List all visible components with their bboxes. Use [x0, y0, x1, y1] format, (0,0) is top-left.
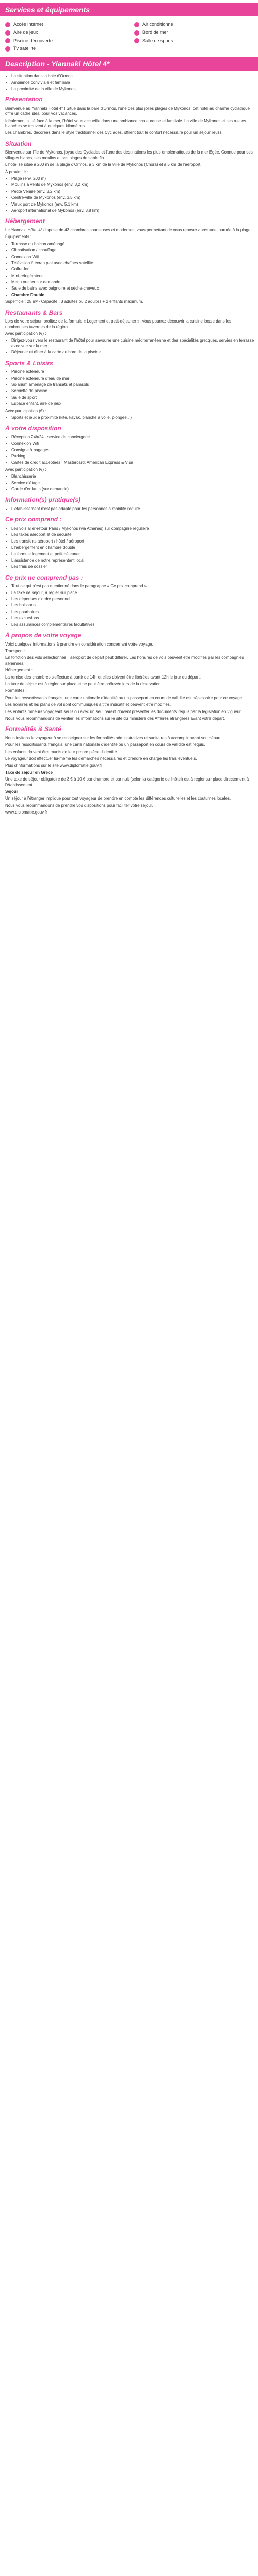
paragraph: Hébergement : — [5, 668, 33, 673]
paragraph: Les chambres, décorées dans le style traditionnel des Cyclades, offrent tout le confort nécessaire pour un séjour réussi. — [5, 130, 224, 135]
list-item: • Moulins à vents de Mykonos (env. 3,2 km) — [11, 182, 258, 188]
disposition-list — [0, 435, 258, 466]
list-item: • Les taxes aéroport et de sécurité — [11, 532, 258, 537]
service-label: Bord de mer — [142, 29, 168, 35]
service-item — [134, 38, 253, 44]
list-item: • Petite Venise (env. 3,2 km) — [11, 189, 258, 194]
paragraph: Nous vous recommandons de vérifier les informations sur le site du ministère des Affaires étrangères avant votre départ. — [5, 716, 225, 721]
list-item: • Tout ce qui n'est pas mentionné dans le paragraphe « Ce prix comprend » — [11, 584, 258, 589]
list-item: • L'établissement n'est pas adapté pour les personnes à mobilité réduite. — [11, 506, 258, 512]
presentation-body — [0, 106, 258, 136]
tv-icon — [5, 46, 10, 52]
equipment-list — [0, 242, 258, 292]
propos-body — [0, 642, 258, 722]
list-item: • La situation dans la baie d'Ormos — [11, 74, 258, 79]
service-label: Aire de jeux — [13, 29, 38, 35]
wave-icon — [134, 30, 139, 36]
prix-ne-comprend-title: Ce prix ne comprend pas : — [5, 573, 83, 581]
list-item: • Aéroport international de Mykonos (env. 3,8 km) — [11, 208, 258, 213]
list-item: • Piscine extérieure d'eau de mer — [11, 376, 258, 381]
list-item: • La taxe de séjour, à régler sur place — [11, 590, 258, 596]
list-item: • Les boissons — [11, 603, 258, 608]
propos-title: À propos de votre voyage — [5, 632, 82, 639]
paragraph: Un séjour à l'étranger implique pour tout voyageur de prendre en compte les différences culturelles et les coutumes locales. — [5, 796, 231, 801]
service-label: Accès Internet — [13, 22, 43, 27]
equipment-title: Équipements : — [5, 234, 32, 240]
service-item — [134, 22, 253, 28]
list-item: • Coffre-fort — [11, 267, 258, 272]
taxe-note: Une taxe de séjour obligatoire de 3 € à 10 € par chambre et par nuit (selon la catégorie de l'hôtel) est à régler sur place directement à l'établissement. — [5, 777, 249, 787]
restaurants-avec-title: Avec participation (€) : — [5, 331, 46, 336]
presentation-title: Présentation — [5, 96, 43, 104]
sante-title: Formalités & Santé — [5, 725, 61, 733]
paragraph: Les horaires et les plans de vol sont communiqués à titre indicatif et peuvent être modifiés. — [5, 702, 171, 707]
sports-title: Sports & Loisirs — [5, 359, 53, 367]
paragraph: Plus d'informations sur le site www.diplomatie.gouv.fr — [5, 763, 102, 768]
list-item: • Salle de sport — [11, 395, 258, 400]
room-title: • Chambre Double — [11, 293, 258, 298]
list-item: • Blanchisserie — [11, 474, 258, 479]
list-item: • La proximité de la ville de Mykonos — [11, 87, 258, 92]
list-item: • Solarium aménagé de transats et parasols — [11, 382, 258, 387]
prix-comprend-title: Ce prix comprend : — [5, 516, 62, 523]
service-item — [134, 30, 253, 36]
paragraph: www.diplomatie.gouv.fr — [5, 810, 47, 815]
service-label: Salle de sports — [142, 38, 173, 43]
paragraph: Nous vous recommandons de prendre vos dispositions pour faciliter votre séjour. — [5, 803, 153, 808]
list-item: • Dirigez-vous vers le restaurant de l'hôtel pour savourer une cuisine méditerranéenne et des spécialités grecques, servies en terrasse avec vue sur la mer. — [11, 338, 258, 349]
proximity-list — [0, 176, 258, 213]
proximity-title: À proximité : — [5, 169, 28, 174]
description-header: Description - Yiannaki Hôtel 4* — [0, 57, 258, 71]
list-item: • Cartes de crédit acceptées : Mastercard, American Express & Visa — [11, 460, 258, 465]
playground-icon — [5, 30, 10, 36]
list-item: • Les dépenses d'ordre personnel — [11, 597, 258, 602]
paragraph: La taxe de séjour est à régler sur place et ne peut être prélevée lors de la réservation. — [5, 681, 162, 686]
room-description: Superficie : 25 m² - Capacité : 3 adultes ou 2 adultes + 2 enfants maximum. — [5, 299, 143, 304]
snowflake-icon — [134, 22, 139, 27]
list-item: • Serviette de piscine — [11, 388, 258, 394]
list-item: • Les frais de dossier — [11, 564, 258, 569]
list-item: • Connexion Wifi — [11, 255, 258, 260]
list-item: • Réception 24h/24 - service de conciergerie — [11, 435, 258, 440]
paragraph: L'hôtel se situe à 200 m de la plage d'Ormos, à 3 km de la ville de Mykonos (Chora) et à 5 km de l'aéroport. — [5, 162, 202, 167]
service-item — [5, 38, 124, 44]
information-list — [0, 506, 258, 512]
paragraph: Pour les ressortissants français, une carte nationale d'identité ou un passeport en cours de validité est nécessaire pour ce voyage. — [5, 695, 244, 700]
list-item: • Centre-ville de Mykonos (env. 3,5 km) — [11, 195, 258, 200]
paragraph: Les enfants doivent être munis de leur propre pièce d'identité. — [5, 749, 118, 754]
paragraph: Voici quelques informations à prendre en considération concernant votre voyage. — [5, 641, 153, 647]
taxe-title: Taxe de séjour en Grèce — [5, 770, 53, 775]
hebergement-title: Hébergement — [5, 217, 45, 225]
list-item: • Service d'étage — [11, 481, 258, 486]
paragraph: Nous invitons le voyageur à se renseigner sur les formalités administratives et sanitaires à accomplir avant son départ. — [5, 735, 222, 740]
sejour-title: Séjour — [5, 789, 18, 794]
service-item — [5, 22, 124, 28]
situation-body — [0, 150, 258, 167]
disposition-avec-title: Avec participation (€) : — [5, 467, 46, 472]
sejour-body — [0, 796, 258, 815]
services-grid — [0, 20, 258, 54]
list-item: • Garde d'enfants (sur demande) — [11, 487, 258, 492]
list-item: • Ambiance conviviale et familiale — [11, 80, 258, 86]
restaurants-paragraph: Lors de votre séjour, profitez de la formule « Logement et petit-déjeuner ». Vous pourrez découvrir la cuisine locale dans les nombreuses tavernes de la région. — [5, 319, 232, 329]
services-header: Services et équipements — [0, 3, 258, 16]
list-item: • Télévision à écran plat avec chaînes satellite — [11, 261, 258, 266]
list-item: • Terrasse ou balcon aménagé — [11, 242, 258, 247]
list-item: • Déjeuner et dîner à la carte au bord de la piscine. — [11, 350, 258, 355]
list-item: • Salle de bains avec baignoire et sèche-cheveux — [11, 286, 258, 291]
paragraph: Idéalement situé face à la mer, l'hôtel vous accueille dans une ambiance chaleureuse et familiale. La ville de Mykonos et ses ruelles blanches se trouvent à quelques kilomètres. — [5, 118, 246, 129]
list-item: • Parking — [11, 454, 258, 459]
paragraph: Les enfants mineurs voyageant seuls ou avec un seul parent doivent présenter les documents requis par la législation en vigueur. — [5, 709, 242, 714]
sports-list — [0, 369, 258, 406]
list-item: • Les transferts aéroport / hôtel / aéroport — [11, 539, 258, 544]
paragraph: Bienvenue sur l'île de Mykonos, joyau des Cyclades et l'une des destinations les plus emblématiques de la mer Égée. Connue pour ses villages blancs, ses moulins et ses plages de sable fin. — [5, 150, 253, 160]
paragraph: Formalités : — [5, 688, 27, 693]
paragraph: Bienvenue au Yiannaki Hôtel 4* ! Situé dans la baie d'Ormos, l'une des plus jolies plages de Mykonos, cet hôtel au charme cycladique offre un cadre idéal pour vos vacances. — [5, 106, 250, 116]
dumbbell-icon — [134, 38, 139, 43]
list-item: • L'assistance de notre représentant local — [11, 558, 258, 563]
paragraph: La remise des chambres s'effectue à partir de 14h et elles doivent être libérées avant 12h le jour du départ. — [5, 674, 201, 680]
list-item: • Climatisation / chauffage — [11, 248, 258, 253]
disposition-avec-list — [0, 474, 258, 492]
paragraph: Pour les ressortissants français, une carte nationale d'identité ou un passeport en cours de validité est requis. — [5, 742, 205, 748]
list-item: • Consigne à bagages — [11, 448, 258, 453]
information-title: Information(s) pratique(s) — [5, 496, 80, 504]
list-item: • Piscine extérieure — [11, 369, 258, 375]
paragraph: Le voyageur doit effectuer lui-même les démarches nécessaires et prendre en charge les frais éventuels. — [5, 756, 197, 761]
prix-comprend-list — [0, 526, 258, 570]
prix-ne-comprend-list — [0, 584, 258, 628]
list-item: • Menu oreiller sur demande — [11, 280, 258, 285]
list-item: • Les assurances complémentaires facultatives — [11, 622, 258, 628]
service-item — [5, 46, 124, 52]
pool-icon — [5, 38, 10, 43]
sports-avec-title: Avec participation (€) : — [5, 408, 46, 413]
disposition-title: À votre disposition — [5, 425, 61, 432]
sante-body — [0, 736, 258, 769]
list-item: • Les vols aller-retour Paris / Mykonos (via Athènes) sur compagnie régulière — [11, 526, 258, 531]
service-label: Tv satellite — [13, 46, 36, 52]
restaurants-title: Restaurants & Bars — [5, 309, 63, 316]
list-item: • Les pourboires — [11, 609, 258, 615]
list-item: • Vieux port de Mykonos (env. 5,1 km) — [11, 202, 258, 207]
list-item: • L'hébergement en chambre double — [11, 545, 258, 550]
situation-title: Situation — [5, 140, 32, 147]
list-item: • La formule logement et petit-déjeuner — [11, 552, 258, 557]
list-item: • Mini-réfrigérateur — [11, 274, 258, 279]
hebergement-intro: Le Yiannaki Hôtel 4* dispose de 43 chambres spacieuses et modernes, vous permettant de vous reposer après une journée à la plage. — [5, 227, 252, 232]
list-item: • Espace enfant, aire de jeux — [11, 401, 258, 406]
sports-avec-list — [0, 415, 258, 420]
paragraph: En fonction des vols sélectionnés, l'aéroport de départ peut différer. Les horaires de vols peuvent être modifiés par les compagnies aériennes. — [5, 655, 244, 666]
paragraph: Transport : — [5, 649, 25, 654]
list-item: • Sports et jeux à proximité (kite, kayak, planche à voile, plongée...) — [11, 415, 258, 420]
list-item: • Plage (env. 200 m) — [11, 176, 258, 181]
list-item: • Les excursions — [11, 616, 258, 621]
restaurants-list — [0, 338, 258, 355]
service-item — [5, 30, 124, 36]
wifi-icon — [5, 22, 10, 27]
page — [0, 0, 258, 817]
service-label: Piscine découverte — [13, 38, 53, 43]
service-label: Air conditionné — [142, 22, 173, 27]
list-item: • Connexion Wifi — [11, 441, 258, 446]
description-list — [0, 74, 258, 92]
